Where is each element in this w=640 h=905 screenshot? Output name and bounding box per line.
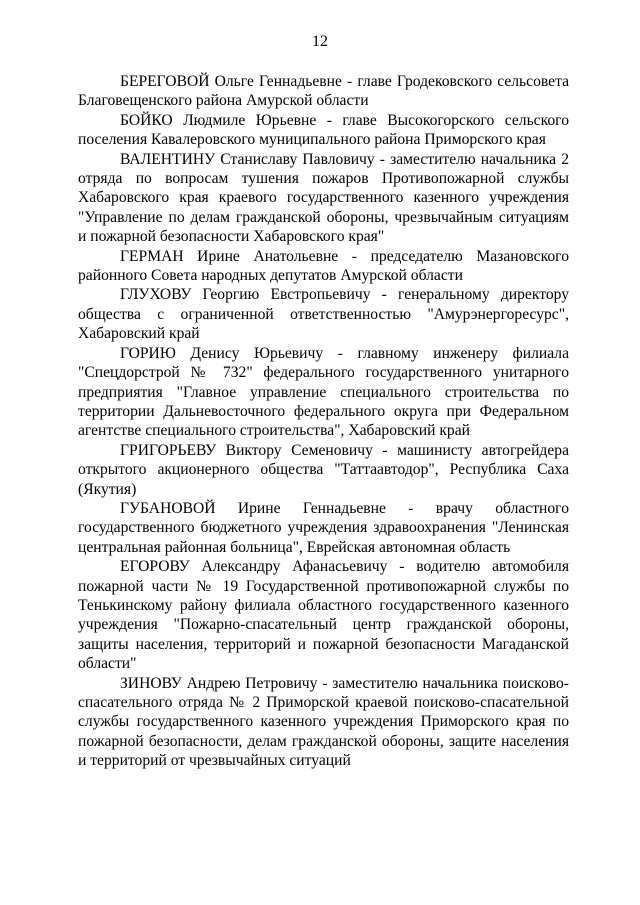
list-item: ГЕРМАН Ирине Анатольевне - председателю Мазановского районного Совета народных депутатов Амурской области: [78, 247, 569, 285]
list-item: БЕРЕГОВОЙ Ольге Геннадьевне - главе Гродековского сельсовета Благовещенского района Амурской области: [78, 73, 569, 110]
list-item: ГОРИЮ Денису Юрьевичу - главному инженеру филиала "Спецдорстрой № 732" федерального государственного унитарного предприятия "Главное управление специального строительства по территории Дальневосточного федерального округа при Федеральном агентстве специального строительства", Хабаровский край: [78, 344, 569, 440]
list-item: ЕГОРОВУ Александру Афанасьевичу - водителю автомобиля пожарной части № 19 Государственной противопожарной службы по Тенькинскому району филиала областного государственного казенного учреждения "Пожарно-спасательный центр гражданской обороны, защиты населения, территорий и пожарной безопасности Магаданской области": [78, 558, 569, 673]
list-item: БОЙКО Людмиле Юрьевне - главе Высокогорского сельского поселения Кавалеровского муниципального района Приморского края: [78, 111, 569, 149]
list-item: ГУБАНОВОЙ Ирине Геннадьевне - врачу областного государственного бюджетного учреждения здравоохранения "Ленинская центральная районная больница", Еврейская автономная область: [78, 499, 569, 556]
list-item: ВАЛЕНТИНУ Станиславу Павловичу - заместителю начальника 2 отряда по вопросам тушения пожаров Противопожарной службы Хабаровского края краевого государственного казенного учреждения "Управление по делам гражданской обороны, чрезвычайным ситуациям и пожарной безопасности Хабаровского края": [78, 150, 569, 246]
page-number: 12: [312, 33, 328, 50]
list-item: ГЛУХОВУ Георгию Евстропьевичу - генеральному директору общества с ограниченной ответственностью "Амурэнергоресурс", Хабаровский край: [78, 286, 569, 343]
list-item: ЗИНОВУ Андрею Петровичу - заместителю начальника поисково-спасательного отряда № 2 Приморской краевой поисково-спасательной службы государственного казенного учреждения Приморского края по пожарной безопасности, делам гражданской обороны, защите населения и территорий от чрезвычайных ситуаций: [78, 674, 569, 770]
award-list: [78, 72, 569, 771]
list-item: ГРИГОРЬЕВУ Виктору Семеновичу - машинисту автогрейдера открытого акционерного общества "Таттаавтодор", Республика Саха (Якутия): [78, 441, 569, 498]
